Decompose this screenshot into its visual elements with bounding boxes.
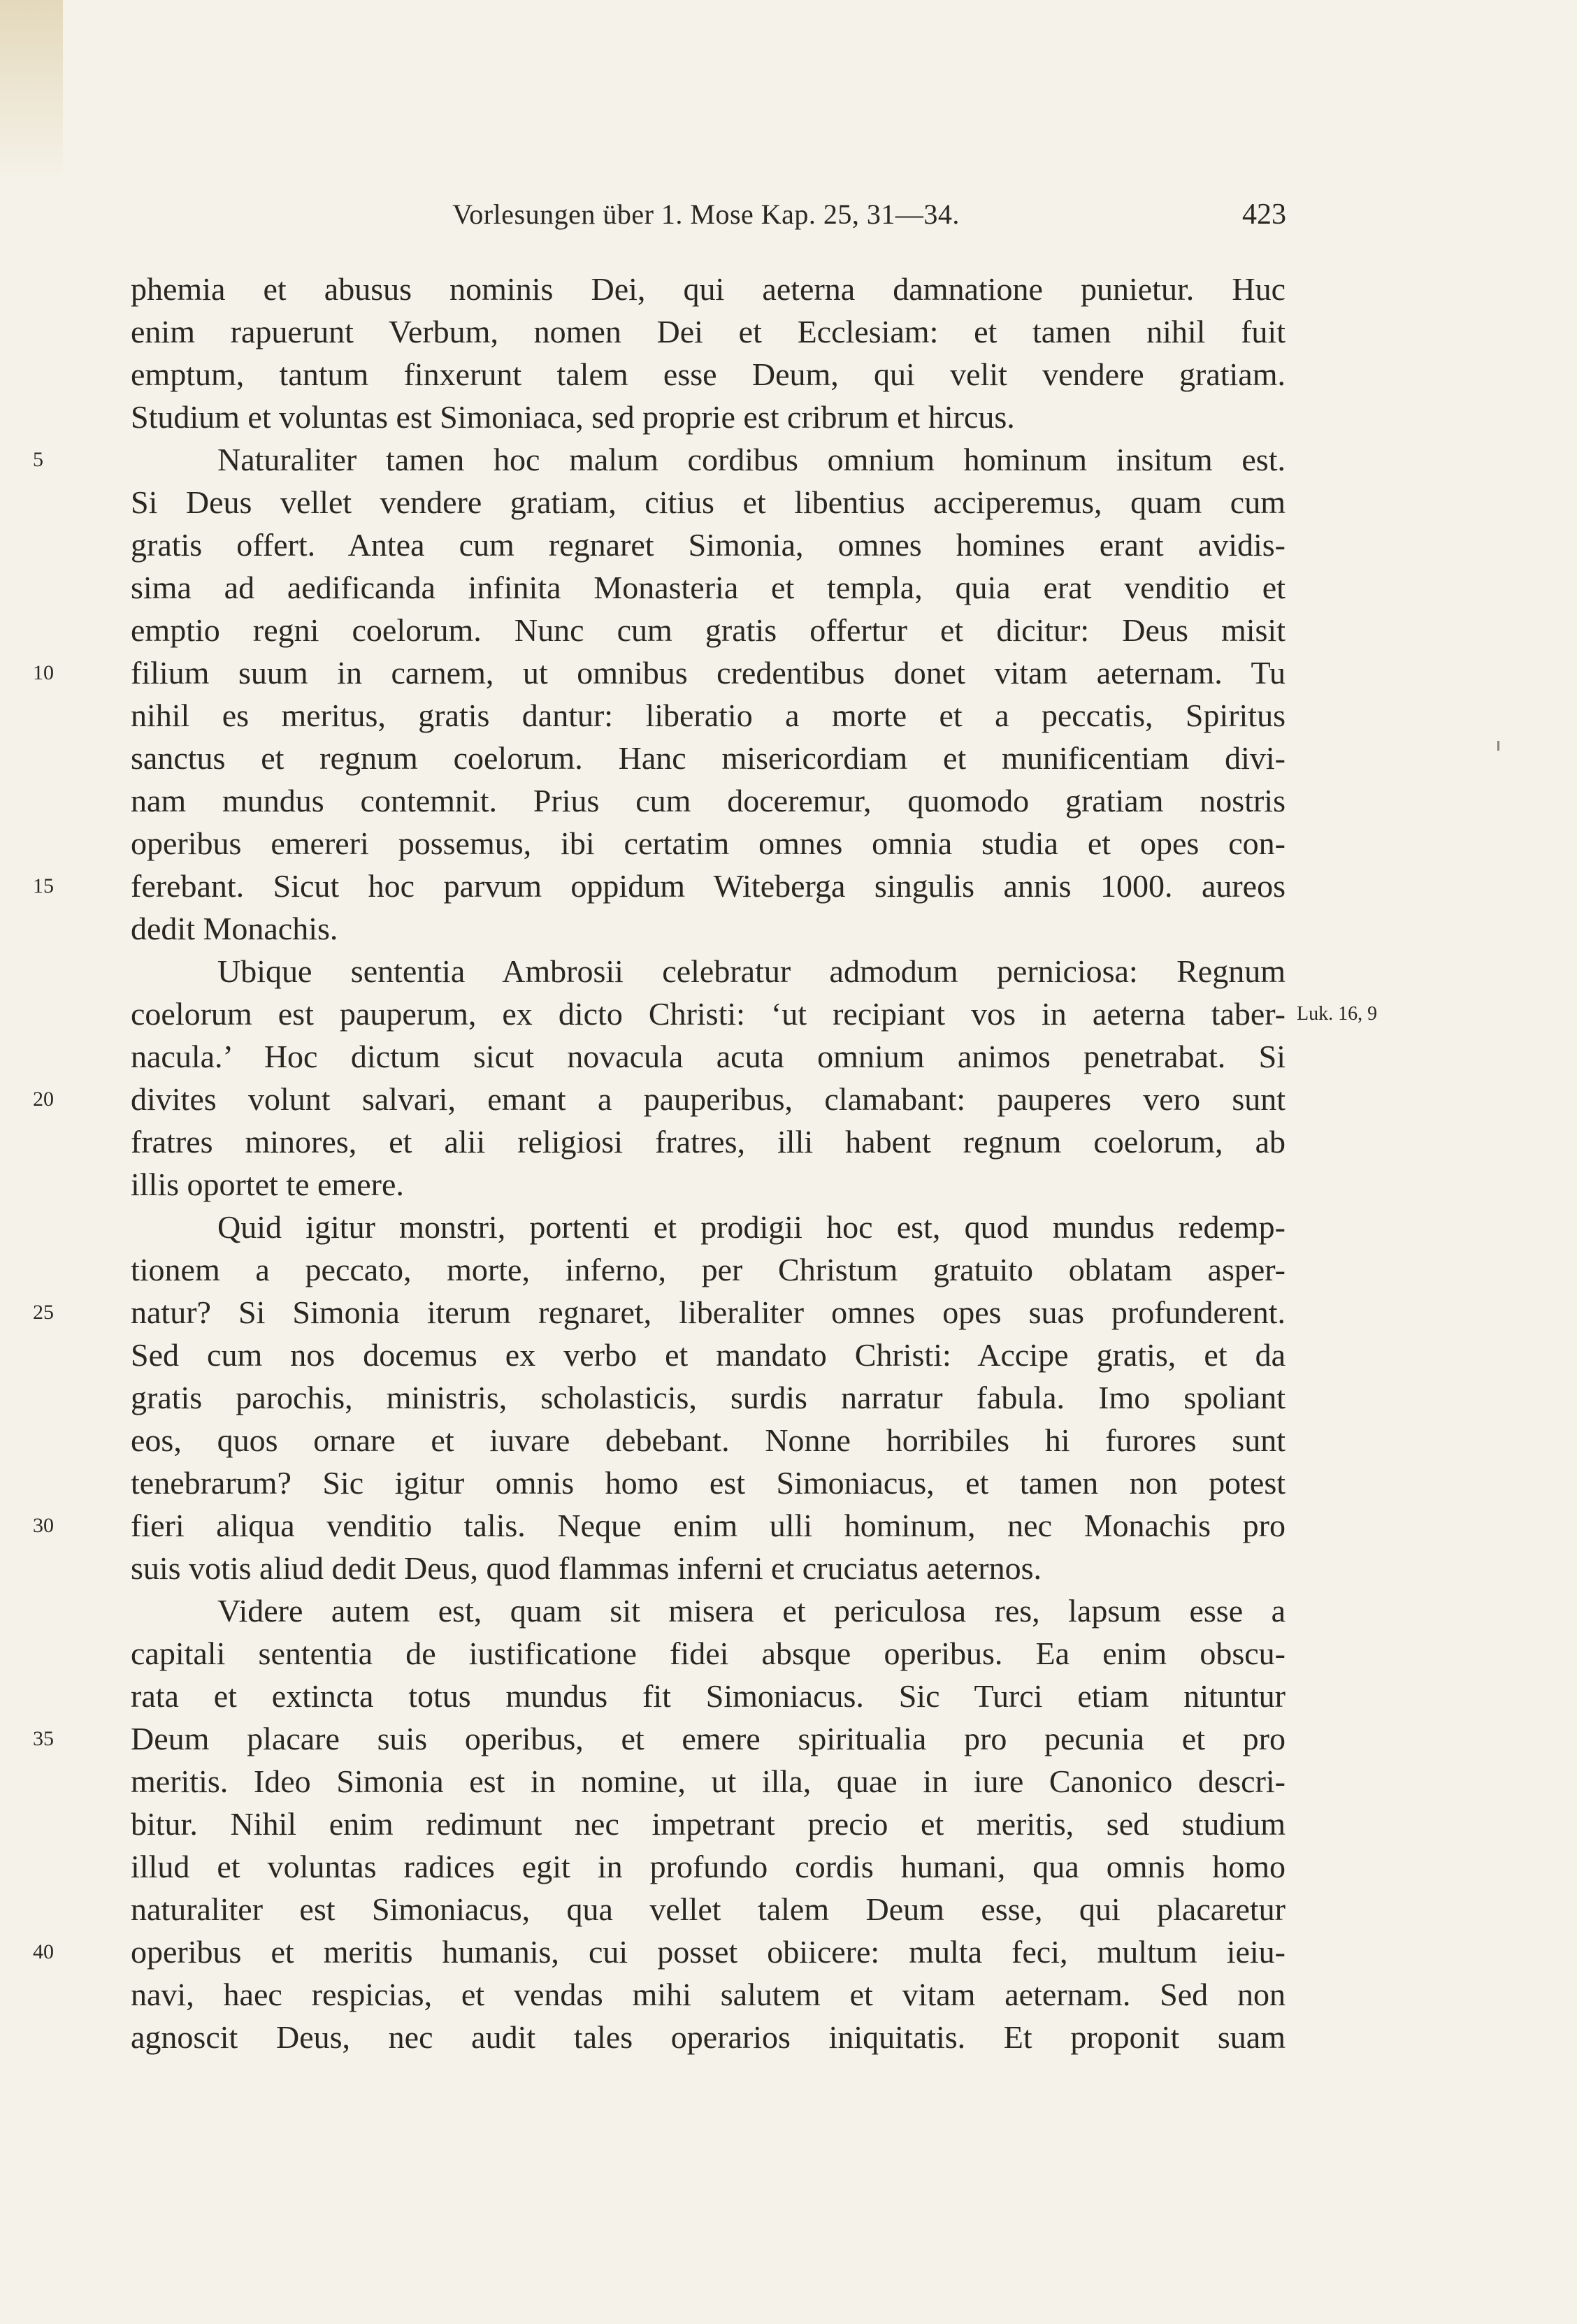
line-text: agnoscit Deus, nec audit tales operarios iniquitatis. Et proponit suam [131,2019,1286,2055]
text-line [131,1632,1286,1675]
line-number: 20 [33,1088,54,1111]
line-number: 35 [33,1727,54,1750]
text-line [131,353,1286,396]
text-line [131,524,1286,566]
text-line [131,1334,1286,1376]
running-head [126,190,1286,239]
text-line [131,1589,1286,1632]
line-text: eos, quos ornare et iuvare debebant. Nonne horribiles hi furores sunt [131,1422,1286,1458]
line-text: enim rapuerunt Verbum, nomen Dei et Ecclesiam: et tamen nihil fuit [131,314,1286,349]
line-text: Si Deus vellet vendere gratiam, citius et libentius acciperemus, quam cum [131,484,1286,520]
line-text: Videre autem est, quam sit misera et periculosa res, lapsum esse a [217,1593,1286,1629]
line-text: operibus et meritis humanis, cui posset obiicere: multa feci, multum ieiu- [131,1934,1286,1970]
margin-reference: Luk. 16, 9 [1297,1003,1378,1025]
text-line [131,1248,1286,1291]
line-text: dedit Monachis. [131,911,338,946]
line-number: 25 [33,1301,54,1324]
text-line [131,1675,1286,1717]
text-line [33,438,1286,481]
line-number: 10 [33,661,54,684]
line-text: Sed cum nos docemus ex verbo et mandato Christi: Accipe gratis, et da [131,1337,1286,1373]
line-text: illis oportet te emere. [131,1167,404,1202]
line-text: gratis offert. Antea cum regnaret Simonia, omnes homines erant avidis- [131,527,1286,563]
line-text: sanctus et regnum coelorum. Hanc misericordiam et munificentiam divi- [131,740,1286,776]
line-text: Studium et voluntas est Simoniaca, sed proprie est cribrum et hircus. [131,399,1015,435]
line-number: 5 [33,448,43,471]
line-text: emptio regni coelorum. Nunc cum gratis offertur et dicitur: Deus misit [131,612,1286,648]
page-number: 423 [1242,199,1286,231]
line-number: 30 [33,1514,54,1537]
text-line [131,1803,1286,1845]
text-line [131,481,1286,524]
line-text: divites volunt salvari, emant a pauperibus, clamabant: pauperes vero sunt [131,1081,1286,1117]
line-text: meritis. Ideo Simonia est in nomine, ut illa, quae in iure Canonico descri- [131,1763,1286,1799]
line-text: Quid igitur monstri, portenti et prodigii hoc est, quod mundus redemp- [217,1209,1286,1245]
text-line [131,907,1286,950]
text-line [131,950,1286,993]
line-text: nacula.’ Hoc dictum sicut novacula acuta omnium animos penetrabat. Si [131,1039,1286,1074]
line-text: capitali sententia de iustificatione fidei absque operibus. Ea enim obscu- [131,1636,1286,1671]
line-text: Naturaliter tamen hoc malum cordibus omnium hominum insitum est. [217,442,1286,477]
text-line [33,1291,1286,1334]
line-text: navi, haec respicias, et vendas mihi salutem et vitam aeternam. Sed non [131,1977,1286,2012]
line-text: suis votis aliud dedit Deus, quod flammas inferni et cruciatus aeternos. [131,1550,1042,1586]
line-text: tenebrarum? Sic igitur omnis homo est Simoniacus, et tamen non potest [131,1465,1286,1501]
text-line [33,1504,1286,1547]
line-text: coelorum est pauperum, ex dicto Christi: ‘ut recipiant vos in aeterna taber- [131,996,1286,1032]
text-line [131,822,1286,865]
line-text: phemia et abusus nominis Dei, qui aeterna damnatione punietur. Huc [131,271,1286,307]
text-line [131,396,1286,438]
text-line [33,651,1286,694]
line-text: naturaliter est Simoniacus, qua vellet talem Deum esse, qui placaretur [131,1891,1286,1927]
text-line [131,1888,1286,1930]
text-line [131,1419,1286,1461]
line-text: fieri aliqua venditio talis. Neque enim ulli hominum, nec Monachis pro [131,1508,1286,1543]
text-line [131,694,1286,737]
page-corner-stain [0,0,63,182]
line-text: Deum placare suis operibus, et emere spiritualia pro pecunia et pro [131,1721,1286,1756]
text-line [131,566,1286,609]
line-text: nam mundus contemnit. Prius cum doceremur, quomodo gratiam nostris [131,783,1286,818]
text-line [131,993,1378,1035]
text-line [131,1206,1286,1248]
text-line [131,779,1286,822]
text-line [33,865,1286,907]
text-line [131,1760,1286,1803]
text-line [131,1973,1286,2016]
line-text: fratres minores, et alii religiosi fratres, illi habent regnum coelorum, ab [131,1124,1286,1160]
text-line [131,268,1286,310]
text-line [131,1120,1286,1163]
text-line [131,737,1286,779]
text-line [131,609,1286,651]
line-text: rata et extincta totus mundus fit Simoniacus. Sic Turci etiam nituntur [131,1678,1286,1714]
line-text: bitur. Nihil enim redimunt nec impetrant precio et meritis, sed studium [131,1806,1286,1842]
line-text: nihil es meritus, gratis dantur: liberatio a morte et a peccatis, Spiritus [131,698,1286,733]
text-line [131,2016,1286,2058]
line-number: 15 [33,874,54,897]
line-text: filium suum in carnem, ut omnibus credentibus donet vitam aeternam. Tu [131,655,1286,691]
line-text: operibus emereri possemus, ibi certatim omnes omnia studia et opes con- [131,825,1286,861]
line-text: natur? Si Simonia iterum regnaret, liberaliter omnes opes suas profunderent. [131,1294,1286,1330]
text-line [33,1717,1286,1760]
text-line [131,1547,1286,1589]
body-text [33,268,1378,2058]
text-line [131,310,1286,353]
text-line [131,1376,1286,1419]
text-line [131,1845,1286,1888]
line-text: Ubique sententia Ambrosii celebratur admodum perniciosa: Regnum [217,953,1286,989]
text-line [131,1461,1286,1504]
stray-ink-mark [1497,741,1499,751]
line-text: sima ad aedificanda infinita Monasteria et templa, quia erat venditio et [131,570,1286,605]
line-text: tionem a peccato, morte, inferno, per Christum gratuito oblatam asper- [131,1252,1286,1287]
running-title: Vorlesungen über 1. Mose Kap. 25, 31—34. [452,199,960,230]
text-line [131,1163,1286,1206]
text-line [33,1078,1286,1120]
text-line [33,1930,1286,1973]
line-text: emptum, tantum finxerunt talem esse Deum, qui velit vendere gratiam. [131,356,1286,392]
line-text: ferebant. Sicut hoc parvum oppidum Witeberga singulis annis 1000. aureos [131,868,1286,904]
line-number: 40 [33,1940,54,1963]
text-line [131,1035,1286,1078]
line-text: illud et voluntas radices egit in profundo cordis humani, qua omnis homo [131,1849,1286,1884]
line-text: gratis parochis, ministris, scholasticis, surdis narratur fabula. Imo spoliant [131,1380,1286,1415]
